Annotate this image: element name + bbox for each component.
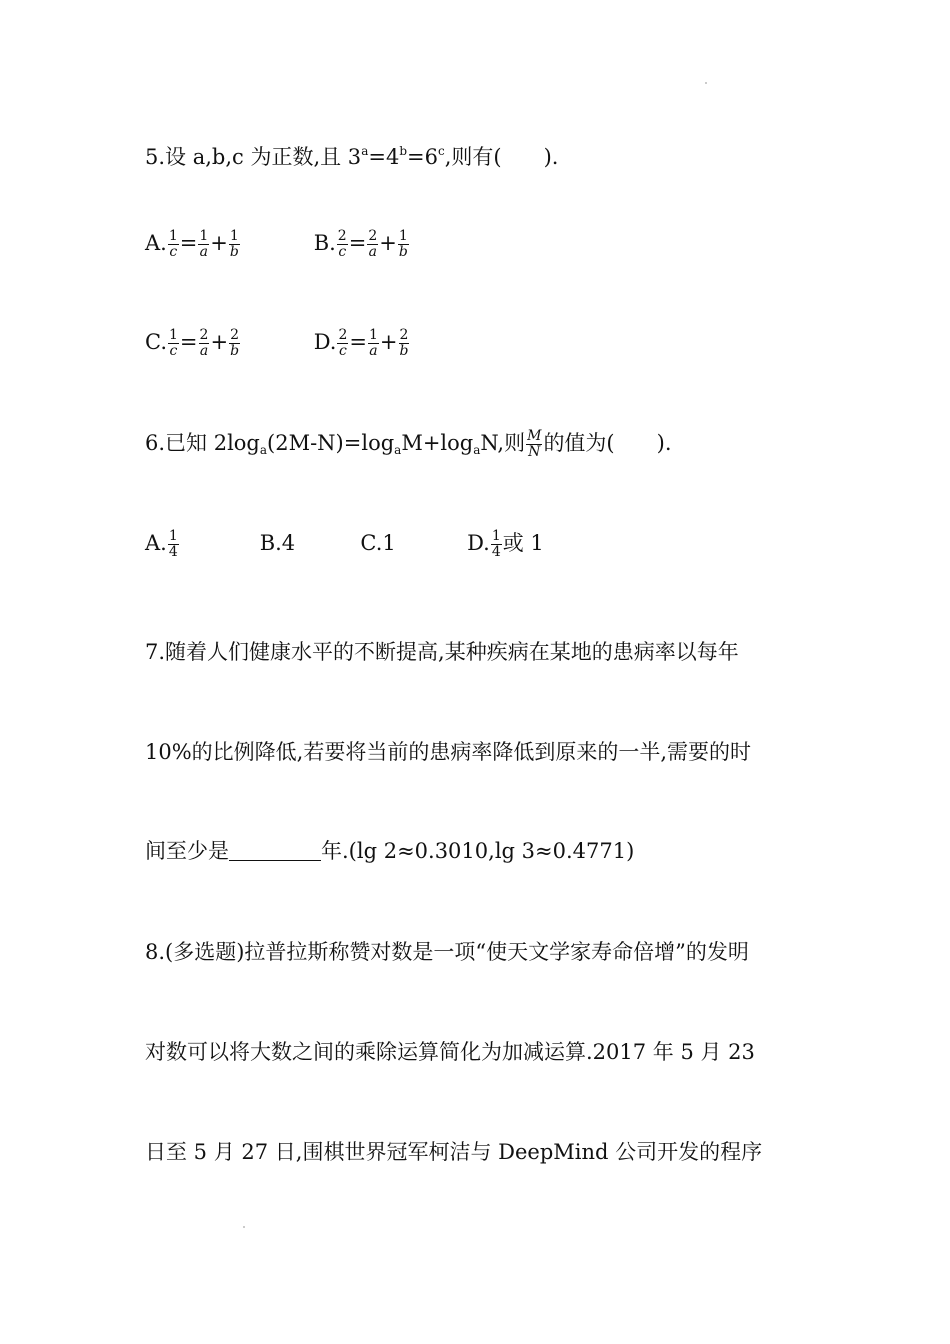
fraction: $\frac{M}{N}$ bbox=[527, 428, 542, 460]
answer-blank[interactable] bbox=[229, 840, 321, 861]
option-6b: B.4 bbox=[259, 531, 296, 555]
fraction: $\frac{1}{c}$ bbox=[169, 327, 178, 359]
fraction: $\frac{2}{c}$ bbox=[338, 327, 348, 359]
fraction: $\frac{1}{4}$ bbox=[491, 528, 501, 560]
fraction: $\frac{2}{b}$ bbox=[399, 327, 409, 359]
question-8-line-1: 8.(多选题)拉普拉斯称赞对数是一项“使天文学家寿命倍增”的发明 bbox=[145, 940, 749, 964]
fraction: $\frac{1}{4}$ bbox=[168, 528, 178, 560]
question-5-stem: 5.设 a,b,c 为正数,且 $3^a=4^b=6^c$,则有( ). bbox=[145, 144, 559, 169]
fraction: $\frac{2}{a}$ bbox=[368, 228, 378, 260]
option-6c: C.1 bbox=[360, 531, 396, 555]
fraction: $\frac{1}{b}$ bbox=[398, 228, 408, 260]
scan-dot bbox=[705, 82, 707, 84]
option-5b: B. $\frac{2}{c}$ = $\frac{2}{a}$ + $\frac{1}{b}$ bbox=[313, 228, 408, 260]
option-6d: D. $\frac{1}{4}$ 或 1 bbox=[467, 528, 544, 560]
option-5c: C. $\frac{1}{c}$ = $\frac{2}{a}$ + $\frac{2}{b}$ bbox=[145, 327, 240, 359]
fraction: $\frac{1}{a}$ bbox=[368, 327, 378, 359]
option-5a: A. $\frac{1}{c}$ = $\frac{1}{a}$ + $\frac{1}{b}$ bbox=[145, 228, 239, 260]
fraction: $\frac{1}{b}$ bbox=[229, 228, 239, 260]
question-8-line-3: 日至 5 月 27 日,围棋世界冠军柯洁与 DeepMind 公司开发的程序 bbox=[145, 1140, 763, 1164]
fraction: $\frac{1}{a}$ bbox=[199, 228, 209, 260]
fraction: $\frac{2}{a}$ bbox=[199, 327, 209, 359]
question-7-line-3: 间至少是 年.(lg 2≈0.3010,lg 3≈0.4771) bbox=[145, 839, 635, 863]
question-5-options-cd bbox=[145, 327, 410, 359]
question-7-line-1: 7.随着人们健康水平的不断提高,某种疾病在某地的患病率以每年 bbox=[145, 640, 739, 664]
option-5d: D. $\frac{2}{c}$ = $\frac{1}{a}$ + $\frac{2}{b}$ bbox=[313, 327, 409, 359]
question-6-options bbox=[145, 528, 544, 560]
fraction: $\frac{1}{c}$ bbox=[168, 228, 178, 260]
fraction: $\frac{2}{b}$ bbox=[230, 327, 240, 359]
option-6a: A. $\frac{1}{4}$ bbox=[145, 528, 178, 560]
question-5-options-ab bbox=[145, 228, 410, 260]
scan-dot bbox=[243, 1226, 245, 1228]
question-6-stem: 6.已知 $2\log_a(2M-N)=\log_aM+\log_aN$,则 $\frac{M}{N}$ 的值为( ). bbox=[145, 428, 672, 460]
question-8-line-2: 对数可以将大数之间的乘除运算简化为加减运算.2017 年 5 月 23 bbox=[145, 1040, 755, 1064]
question-7-line-2: 10%的比例降低,若要将当前的患病率降低到原来的一半,需要的时 bbox=[145, 740, 752, 764]
fraction: $\frac{2}{c}$ bbox=[337, 228, 347, 260]
